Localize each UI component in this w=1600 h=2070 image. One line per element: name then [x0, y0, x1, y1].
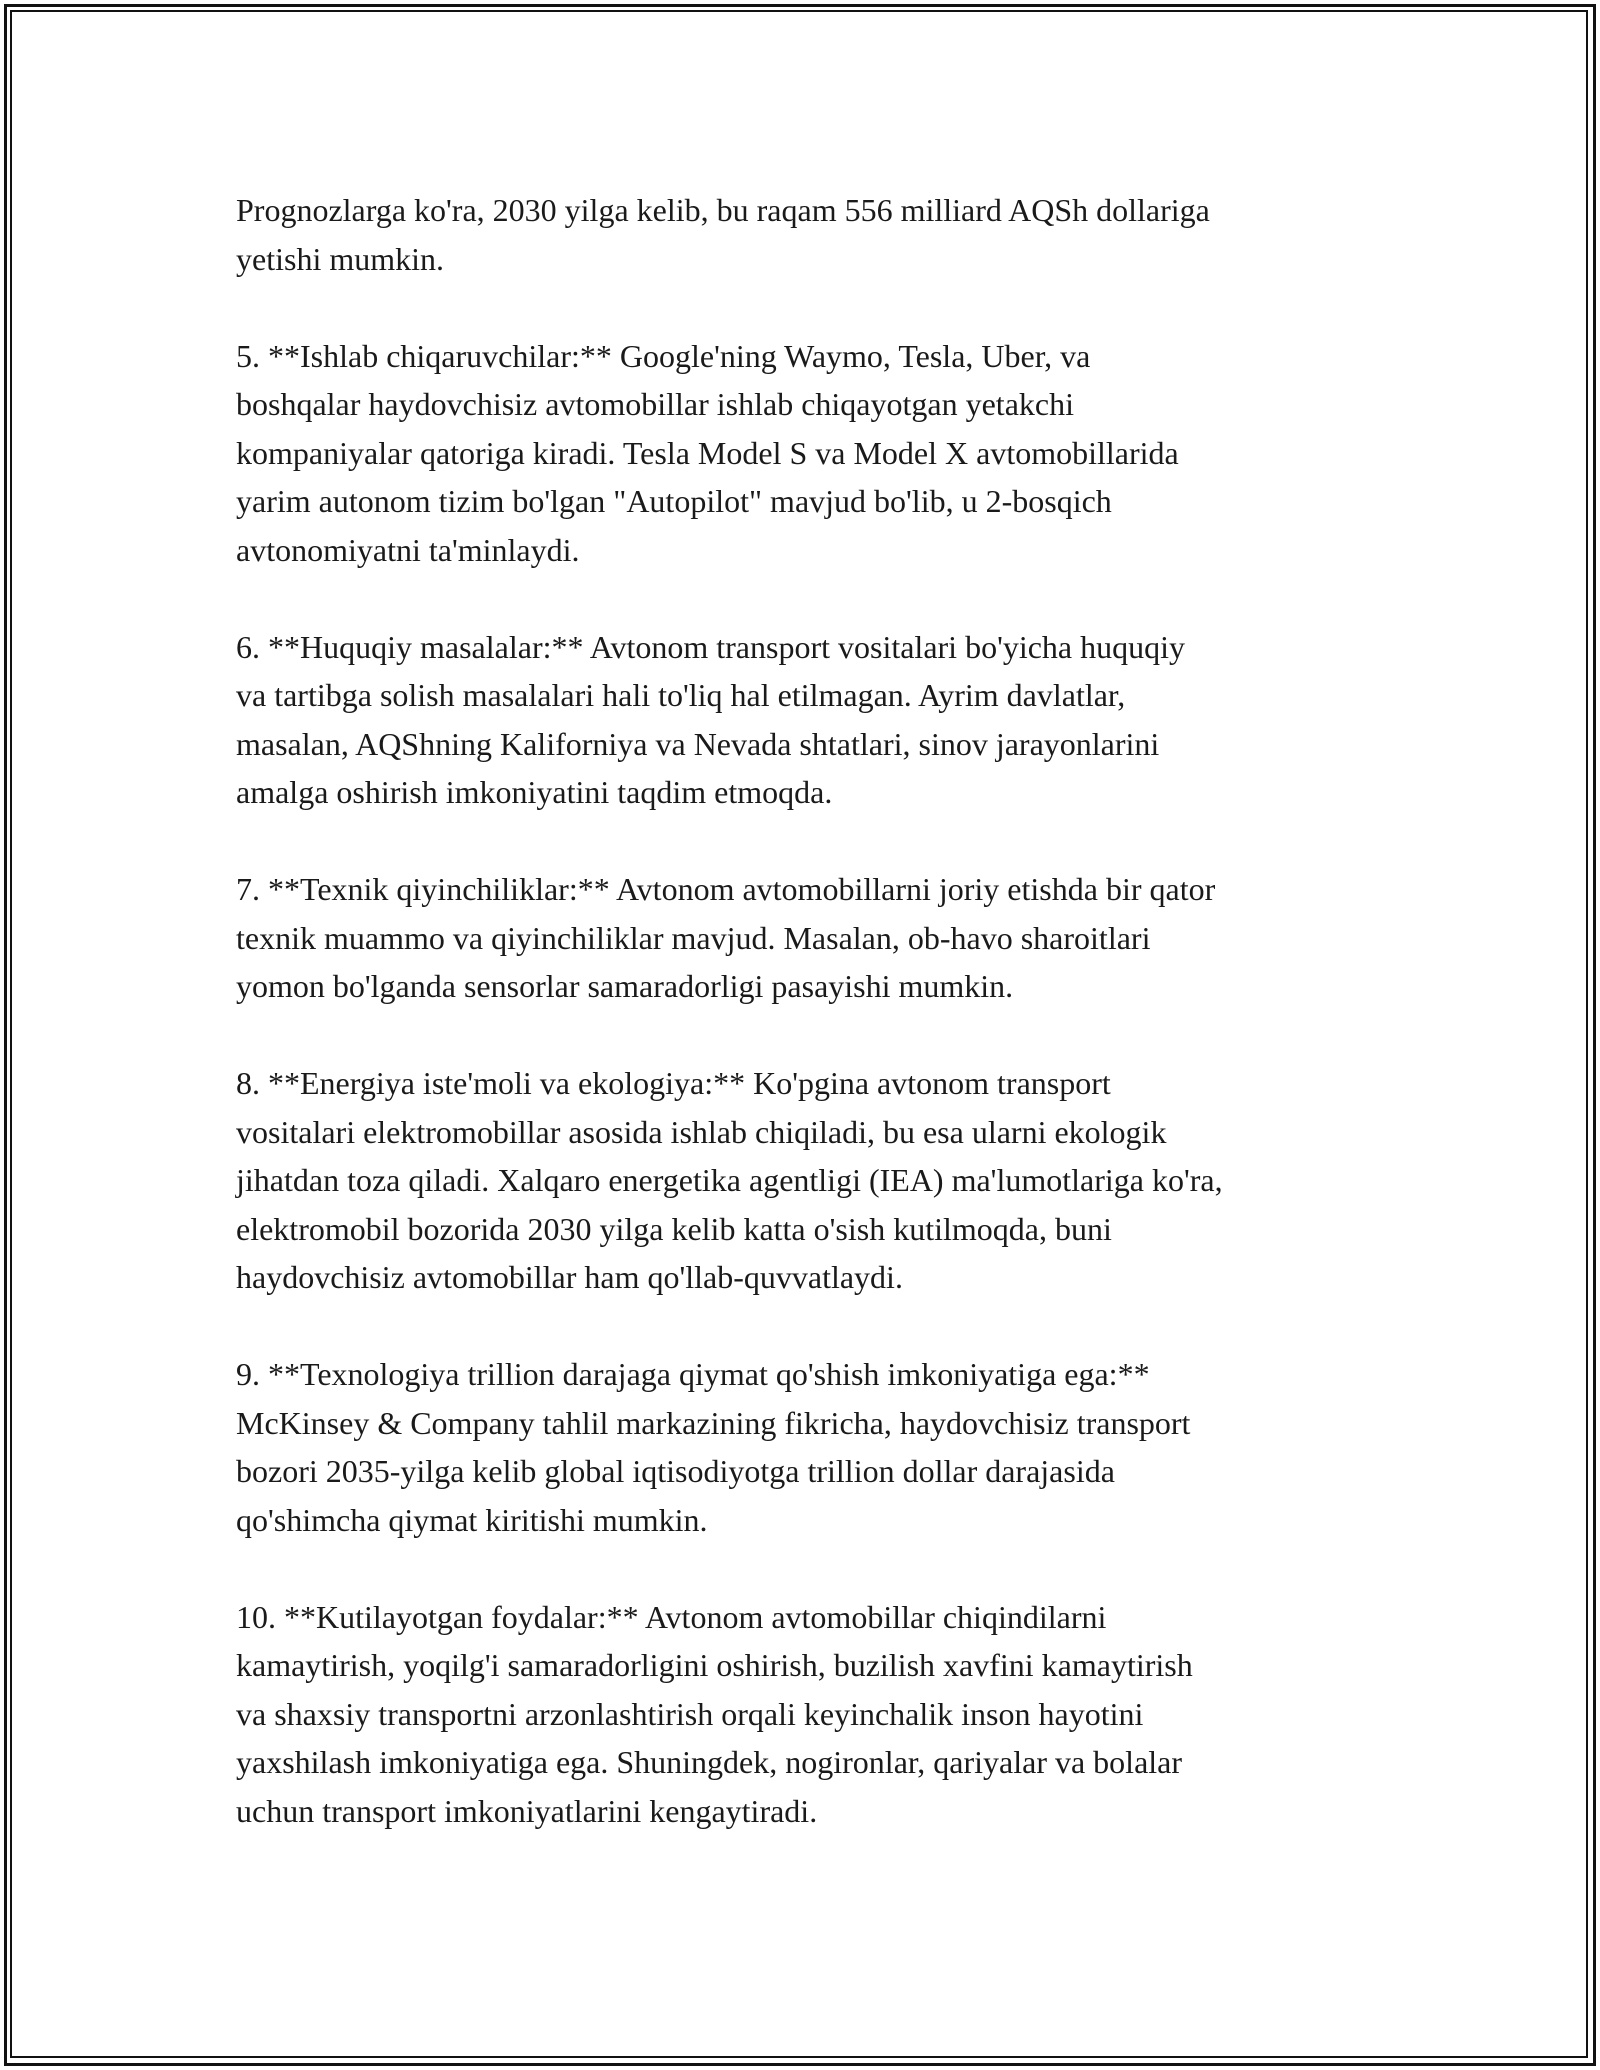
- text-line: yetishi mumkin.: [236, 240, 444, 277]
- document-body: [236, 186, 1376, 1884]
- text-line: vositalari elektromobillar asosida ishlab chiqiladi, bu esa ularni ekologik: [236, 1113, 1167, 1150]
- text-line: yomon bo'lganda sensorlar samaradorligi pasayishi mumkin.: [236, 968, 1014, 1004]
- text-line: 8. **Energiya iste'moli va ekologiya:** Ko'pgina avtonom transport: [236, 1065, 1111, 1101]
- text-line: va tartibga solish masalalari hali to'liq hal etilmagan. Ayrim davlatlar,: [236, 677, 1126, 713]
- text-line: kompaniyalar qatoriga kiradi. Tesla Model S va Model X avtomobillarida: [236, 434, 1179, 471]
- text-line: haydovchisiz avtomobillar ham qo'llab-quvvatlaydi.: [236, 1259, 903, 1295]
- text-line: 6. **Huquqiy masalalar:** Avtonom transport vositalari bo'yicha huquqiy: [236, 628, 1186, 665]
- paragraph-item-6: [236, 623, 1376, 817]
- text-line: kamaytirish, yoqilg'i samaradorligini oshirish, buzilish xavfini kamaytirish: [236, 1647, 1193, 1683]
- text-line: McKinsey & Company tahlil markazining fikricha, haydovchisiz transport: [236, 1404, 1191, 1441]
- text-line: amalga oshirish imkoniyatini taqdim etmoqda.: [236, 774, 833, 810]
- text-line: boshqalar haydovchisiz avtomobillar ishlab chiqayotgan yetakchi: [236, 386, 1074, 422]
- text-line: uchun transport imkoniyatlarini kengaytiradi.: [236, 1792, 818, 1829]
- text-line: qo'shimcha qiymat kiritishi mumkin.: [236, 1501, 708, 1538]
- paragraph-item-5: [236, 332, 1376, 575]
- text-line: Prognozlarga ko'ra, 2030 yilga kelib, bu raqam 556 milliard AQSh dollariga: [236, 192, 1210, 228]
- paragraph-item-8: [236, 1059, 1376, 1302]
- text-line: 10. **Kutilayotgan foydalar:** Avtonom avtomobillar chiqindilarni: [236, 1598, 1107, 1635]
- paragraph-item-10: [236, 1593, 1376, 1836]
- paragraph-item-7: [236, 865, 1376, 1011]
- text-line: yarim autonom tizim bo'lgan "Autopilot" mavjud bo'lib, u 2-bosqich: [236, 483, 1112, 519]
- text-line: avtonomiyatni ta'minlaydi.: [236, 531, 580, 568]
- text-line: elektromobil bozorida 2030 yilga kelib katta o'sish kutilmoqda, buni: [236, 1210, 1112, 1247]
- text-line: 5. **Ishlab chiqaruvchilar:** Google'ning Waymo, Tesla, Uber, va: [236, 337, 1091, 374]
- text-line: va shaxsiy transportni arzonlashtirish orqali keyinchalik inson hayotini: [236, 1695, 1144, 1732]
- text-line: bozori 2035-yilga kelib global iqtisodiyotga trillion dollar darajasida: [236, 1453, 1115, 1489]
- text-line: 7. **Texnik qiyinchiliklar:** Avtonom avtomobillarni joriy etishda bir qator: [236, 871, 1216, 907]
- text-line: texnik muammo va qiyinchiliklar mavjud. Masalan, ob-havo sharoitlari: [236, 919, 1151, 956]
- paragraph-item-9: [236, 1350, 1376, 1544]
- text-line: masalan, AQShning Kaliforniya va Nevada shtatlari, sinov jarayonlarini: [236, 725, 1160, 762]
- text-line: jihatdan toza qiladi. Xalqaro energetika agentligi (IEA) ma'lumotlariga ko'ra,: [236, 1162, 1223, 1198]
- paragraph-intro: [236, 186, 1376, 283]
- text-line: yaxshilash imkoniyatiga ega. Shuningdek, nogironlar, qariyalar va bolalar: [236, 1744, 1183, 1780]
- text-line: 9. **Texnologiya trillion darajaga qiymat qo'shish imkoniyatiga ega:**: [236, 1356, 1150, 1392]
